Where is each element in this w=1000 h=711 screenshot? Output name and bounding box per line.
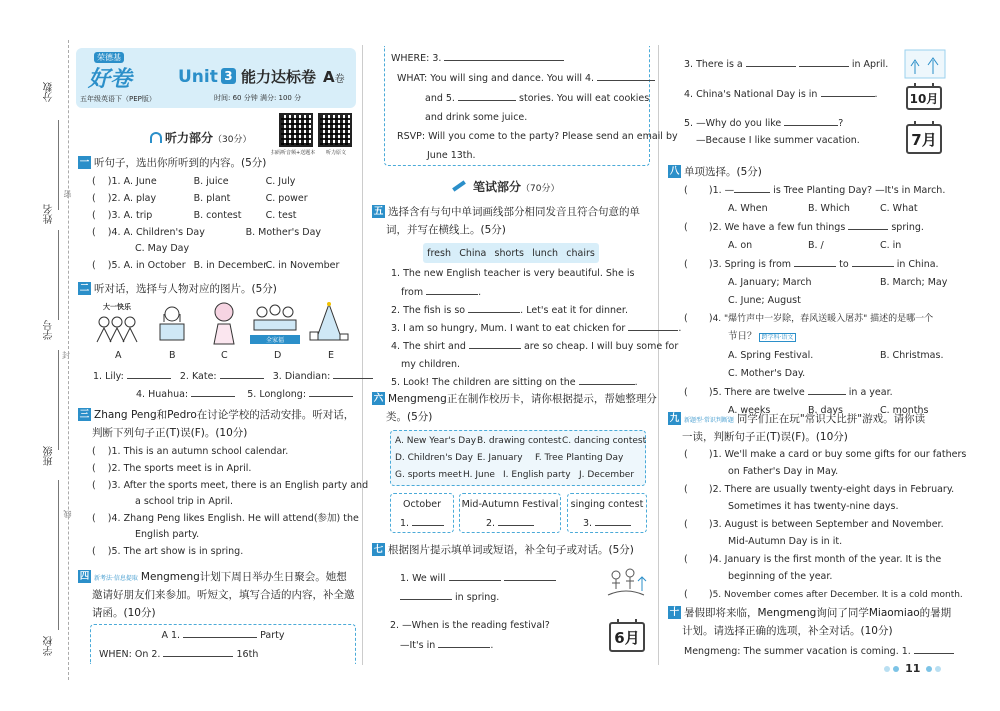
section-number: 五 xyxy=(373,206,384,217)
list-item-cont: on Father's Day in May. xyxy=(728,466,839,477)
unit-label: Unit xyxy=(178,67,218,87)
paper-title: 能力达标卷 xyxy=(240,68,316,86)
paper-volume-suffix: 卷 xyxy=(334,74,345,85)
section-10-title: 十 暑假即将来临，Mengmeng询问了同学Miaomiao的暑期 xyxy=(669,607,952,619)
answer-blank[interactable] xyxy=(449,570,501,581)
picture-b xyxy=(150,302,194,344)
section-5-title-cont: 词，并写在横线上。(5分) xyxy=(386,224,506,236)
section-1-items xyxy=(92,174,362,274)
option-row: A. When B. Which C. What xyxy=(728,203,918,214)
headphones-icon xyxy=(150,132,162,143)
list-item: ( )1. A. June B. juice C. July xyxy=(92,176,296,187)
word-bank xyxy=(423,243,599,263)
section-number: 一 xyxy=(79,157,90,168)
new-method-tag: 新考法·信息提取 xyxy=(94,575,138,582)
section-number: 四 xyxy=(79,571,90,582)
brand-logo xyxy=(80,50,170,106)
s7-q5-answer: —Because I like summer vacation. xyxy=(696,135,860,146)
new-type-tag: 新题型·常识判断题 xyxy=(684,417,734,424)
picture-d xyxy=(250,302,300,344)
picture-c xyxy=(204,300,244,346)
page-number-footer xyxy=(884,662,941,675)
list-item: ( )5. November comes after December. It is a cold month. xyxy=(684,589,963,600)
tree-planting-day-illustration xyxy=(903,48,947,80)
cross-subject-tag: 跨学科·语文 xyxy=(759,333,797,342)
decoration-dot xyxy=(884,666,890,672)
list-item: ( )3. Spring is from to in China. xyxy=(684,256,954,273)
section-5-items xyxy=(391,266,682,391)
margin-rule xyxy=(58,480,59,630)
option-row: C. Mother's Day. xyxy=(728,368,806,379)
margin-rule xyxy=(58,230,59,320)
section-5-title: 五 选择含有与句中单词画线部分相同发音且符合句意的单 xyxy=(373,206,640,218)
word-bank-item: shorts xyxy=(494,247,524,259)
section-9-title: 九 新题型·常识判断题 同学们正在玩"常识大比拼"游戏。请你读 xyxy=(669,413,926,425)
answer-blank[interactable] xyxy=(784,115,838,126)
picture-label: E xyxy=(328,350,335,361)
answer-row-2: 4. Huahua: 5. Longlong: xyxy=(136,386,353,403)
grade-label: 五年级英语下（PEP版） xyxy=(80,95,156,103)
section-3-title-cont: 判断下列句子正(T)误(F)。(10分) xyxy=(92,427,248,439)
column-divider xyxy=(362,45,363,665)
section-3-title: 三 Zhang Peng和Pedro在讨论学校的活动安排。听对话， xyxy=(79,409,355,421)
margin-label-class: 班级 xyxy=(44,446,55,466)
invitation-card-right: WHERE: 3. WHAT: You will sing and dance. You will 4. and 5. stories. You will eat cookies and drink some juice. RSVP: Will you come to the party? Please send an email by June 13th. xyxy=(384,46,650,166)
students-illustration xyxy=(92,312,142,344)
list-item: 5. Look! The children are sitting on the . xyxy=(391,374,653,391)
s7-q2: 2. —When is the reading festival? xyxy=(390,620,550,631)
picture-label: C xyxy=(221,350,228,361)
list-item: 1. The new English teacher is very beautiful. She is xyxy=(391,268,635,279)
section-8-items xyxy=(684,182,954,419)
answer-blank[interactable] xyxy=(852,256,894,267)
list-item: ( )2. The sports meet is in April. xyxy=(92,463,252,474)
answer-blank[interactable] xyxy=(412,515,444,526)
category-card: singing contest 3. xyxy=(567,493,647,533)
listening-section-title: 听力部分（30分） xyxy=(150,129,252,146)
dialogue-line: Mengmeng: The summer vacation is coming. 1. xyxy=(684,643,954,660)
word-bank-item: lunch xyxy=(532,247,559,259)
answer-blank[interactable] xyxy=(746,56,796,67)
s7-q3: 3. There is a in April. xyxy=(684,56,888,73)
calendar-october: 10月 xyxy=(906,86,942,110)
tree-planting-illustration xyxy=(602,563,650,601)
seal-dashed-line xyxy=(68,40,69,680)
list-item: 3. I am so hungry, Mum. I want to eat chicken for . xyxy=(391,320,653,337)
word-bank-item: fresh xyxy=(427,247,451,259)
list-item-cont: beginning of the year. xyxy=(728,571,833,582)
answer-blank[interactable] xyxy=(183,627,257,638)
picture-a xyxy=(92,302,142,344)
list-item-cont: 节日？ 跨学科·语文 xyxy=(684,329,954,346)
seal-char-mi: 密 xyxy=(63,190,72,198)
seal-char-xian: 线 xyxy=(63,510,72,518)
picture-e xyxy=(306,300,352,346)
family-illustration xyxy=(250,302,300,332)
section-1-title: 一 听句子，选出你所听到的内容。(5分) xyxy=(79,157,267,169)
list-item: ( )1. This is an autumn school calendar. xyxy=(92,446,289,457)
list-item-cont: English party. xyxy=(135,529,200,540)
section-number: 九 xyxy=(669,413,680,424)
word-bank-item: China xyxy=(459,247,487,259)
category-card: October 1. xyxy=(390,493,454,533)
answer-blank[interactable] xyxy=(579,374,635,385)
answer-blank[interactable] xyxy=(400,589,452,600)
margin-label-score: 分数 xyxy=(44,82,55,102)
qr-caption-audio: 扫码听音频+送题本 xyxy=(271,150,316,156)
section-6-title-cont: 类。(5分) xyxy=(386,411,433,423)
brand-name: 好卷 xyxy=(88,67,133,92)
picture-label: B xyxy=(169,350,176,361)
paper-volume: A xyxy=(322,68,335,86)
list-item: ( )4. "爆竹声中一岁除，春风送暖入屠苏" 描述的是哪一个 xyxy=(684,313,934,324)
option-row: A. on B. / C. in xyxy=(728,240,902,251)
section-number: 六 xyxy=(373,393,384,404)
answer-blank[interactable] xyxy=(444,50,564,61)
answer-blank[interactable] xyxy=(127,368,171,379)
list-item: ( )1. — is Tree Planting Day? —It's in March. xyxy=(684,182,954,199)
answer-blank[interactable] xyxy=(333,368,373,379)
list-item: ( )2. There are usually twenty-eight days in February. xyxy=(684,484,955,495)
answer-blank[interactable] xyxy=(595,515,631,526)
seal-char-feng: 封 xyxy=(62,351,70,360)
s7-q1: 1. We will xyxy=(400,570,556,587)
list-item: 4. The shirt and are so cheap. I will buy some for xyxy=(391,338,653,355)
list-item: ( )5. A. in October B. in DecemberC. in November xyxy=(92,260,340,271)
answer-blank[interactable] xyxy=(794,256,836,267)
margin-label-name: 姓名 xyxy=(44,204,55,224)
answer-blank[interactable] xyxy=(220,368,264,379)
calendar-june: 6月 xyxy=(609,622,645,652)
list-item-cont: Sometimes it has twenty-nine days. xyxy=(728,501,899,512)
answer-blank[interactable] xyxy=(628,320,678,331)
pencil-icon xyxy=(452,180,466,191)
list-item: ( )3. August is between September and November. xyxy=(684,519,944,530)
s7-q1-cont: in spring. xyxy=(400,589,499,606)
section-number: 二 xyxy=(79,283,90,294)
section-6-title: 六 Mengmeng正在制作校历卡，请你根据提示，帮她整理分 xyxy=(373,393,657,405)
word-bank-item: chairs xyxy=(566,247,595,259)
option-row: A. weeks B. days C. months xyxy=(728,405,929,416)
section-10-title-cont: 计划。请选择正确的选项，补全对话。(10分) xyxy=(682,625,893,637)
answer-blank[interactable] xyxy=(734,182,770,193)
answer-blank[interactable] xyxy=(848,219,888,230)
brand-top: 荣德基 xyxy=(94,52,124,63)
list-item-cont: a school trip in April. xyxy=(135,496,234,507)
margin-rule xyxy=(58,350,59,450)
margin-label-id: 学号 xyxy=(44,320,55,340)
list-item: ( )3. After the sports meet, there is an English party and xyxy=(92,480,369,491)
option-row: C. June; August xyxy=(728,295,801,306)
list-item: ( )4. January is the first month of the year. It is the xyxy=(684,554,942,565)
answer-blank[interactable] xyxy=(914,643,954,654)
answer-blank[interactable] xyxy=(163,646,233,657)
answer-blank[interactable] xyxy=(469,338,521,349)
section-9-items xyxy=(684,447,967,603)
qr-code-transcript[interactable] xyxy=(318,113,352,147)
answer-blank[interactable] xyxy=(808,384,846,395)
options-box: A. New Year's DayB. drawing contestC. dancing contest D. Children's Day E. January F. Tree Planting Day G. sports meetH. June I. English party J. December xyxy=(390,430,646,486)
answer-blank[interactable] xyxy=(468,302,520,313)
section-8-title: 八 单项选择。(5分) xyxy=(669,166,762,178)
section-number: 十 xyxy=(669,607,680,618)
section-3-items xyxy=(92,444,369,560)
decoration-dot xyxy=(893,666,899,672)
decoration-dot xyxy=(926,666,932,672)
s7-q2-answer: —It's in . xyxy=(400,637,493,654)
answer-blank[interactable] xyxy=(309,386,353,397)
list-item-cont: my children. xyxy=(401,359,461,370)
answer-blank[interactable] xyxy=(426,284,478,295)
s7-q5: 5. —Why do you like ? xyxy=(684,115,843,132)
unit-title xyxy=(178,66,345,87)
answer-blank[interactable] xyxy=(191,386,235,397)
list-item: ( )3. A. trip B. contest C. test xyxy=(92,210,297,221)
left-margin xyxy=(0,0,70,711)
list-item: ( )2. We have a few fun things spring. xyxy=(684,219,954,236)
list-item: ( )2. A. play B. plant C. power xyxy=(92,193,308,204)
answer-blank[interactable] xyxy=(799,56,849,67)
section-4-title: 四 新考法·信息提取 Mengmeng计划下周日举办生日聚会。她想 xyxy=(79,571,347,583)
picture-d-text: 全家福 xyxy=(250,335,300,344)
picture-row xyxy=(92,300,354,348)
list-item: ( )4. Zhang Peng likes English. He will attend(参加) the xyxy=(92,513,359,524)
section-4-title-cont: 邀请好朋友们来参加。听短文，填写合适的内容，补全邀 xyxy=(92,589,355,601)
option-row: A. Spring Festival. B. Christmas. xyxy=(728,350,944,361)
answer-blank[interactable] xyxy=(438,637,490,648)
option-row: A. January; March B. March; May xyxy=(728,277,948,288)
list-item: ( )5. There are twelve in a year. xyxy=(684,384,954,401)
answer-blank[interactable] xyxy=(504,570,556,581)
section-2-title: 二 听对话，选择与人物对应的图片。(5分) xyxy=(79,283,277,295)
margin-label-school: 学校 xyxy=(44,636,55,656)
section-number: 八 xyxy=(669,166,680,177)
list-item-cont: from . xyxy=(391,284,653,301)
decoration-dot xyxy=(935,666,941,672)
margin-rule xyxy=(58,120,59,210)
answer-blank[interactable] xyxy=(821,86,875,97)
list-item: 2. The fish is so . Let's eat it for dinner. xyxy=(391,302,653,319)
picture-a-text: 大一快乐 xyxy=(103,303,131,311)
answer-blank[interactable] xyxy=(498,515,534,526)
section-number: 七 xyxy=(373,544,384,555)
unit-number: 3 xyxy=(221,68,236,84)
qr-code-audio[interactable] xyxy=(279,113,313,147)
section-9-title-cont: 一读，判断句子正(T)误(F)。(10分) xyxy=(682,431,848,443)
invitation-card-left: A 1. Party WHEN: On 2. 16th xyxy=(90,624,356,664)
s7-q4: 4. China's National Day is in . xyxy=(684,86,878,103)
calendar-july: 7月 xyxy=(906,124,942,154)
picture-label: D xyxy=(274,350,282,361)
picture-label: A xyxy=(115,350,122,361)
list-item: ( )5. The art show is in spring. xyxy=(92,546,244,557)
answer-blank[interactable] xyxy=(597,70,655,81)
qr-caption-transcript: 听力原文 xyxy=(326,150,347,156)
list-item-cont: C. May Day xyxy=(135,243,190,254)
list-item-cont: Mid-Autumn Day is in it. xyxy=(728,536,843,547)
answer-row-1: 1. Lily: 2. Kate: 3. Diandian: xyxy=(93,368,373,385)
answer-blank[interactable] xyxy=(458,90,516,101)
category-card: Mid-Autumn Festival 2. xyxy=(459,493,561,533)
picture-labels xyxy=(92,350,354,364)
list-item: ( )1. We'll make a card or buy some gifts for our fathers xyxy=(684,449,967,460)
time-info: 时间: 60 分钟 满分: 100 分 xyxy=(214,94,302,102)
page-number: 11 xyxy=(905,662,921,675)
section-4-title-cont: 请函。(10分) xyxy=(92,607,156,619)
list-item: ( )4. A. Children's Day B. Mother's Day xyxy=(92,227,322,238)
section-7-title: 七 根据图片提示填单词或短语，补全句子或对话。(5分) xyxy=(373,544,634,556)
section-number: 三 xyxy=(79,409,90,420)
writing-section-title: 笔试部分（70分） xyxy=(452,178,560,195)
